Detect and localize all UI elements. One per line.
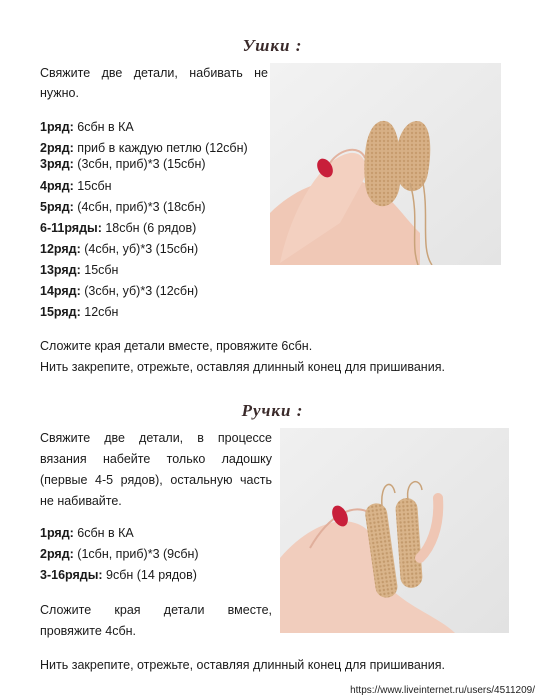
ears-row: [40, 197, 206, 217]
row-text: 15сбн: [80, 263, 119, 277]
row-text: 9сбн (14 рядов): [102, 568, 197, 582]
arms-outro-line1: Сложите края детали вместе,: [40, 603, 272, 617]
row-text: 6сбн в КА: [73, 526, 134, 540]
ears-outro-line2: Нить закрепите, отрежьте, оставляя длинный конец для пришивания.: [40, 360, 445, 374]
arms-intro-line1: Свяжите две детали, в процессе: [40, 431, 272, 445]
arms-intro-line4: не набивайте.: [40, 494, 122, 508]
ears-intro-line1: Свяжите две детали, набивать не: [40, 66, 268, 80]
row-label: 4ряд:: [40, 179, 74, 193]
row-text: (4сбн, уб)*3 (15сбн): [80, 242, 199, 256]
row-label: 13ряд:: [40, 263, 81, 277]
row-label: 15ряд:: [40, 305, 81, 319]
row-text: (3сбн, приб)*3 (15сбн): [73, 157, 206, 171]
ears-intro-line2: нужно.: [40, 86, 79, 100]
section-title-arms: Ручки :: [241, 401, 304, 420]
row-label: 12ряд:: [40, 242, 81, 256]
section-title-ears: Ушки :: [242, 36, 303, 55]
row-text: 6сбн в КА: [73, 120, 134, 134]
row-label: 5ряд:: [40, 200, 74, 214]
row-text: (4сбн, приб)*3 (18сбн): [73, 200, 206, 214]
row-label: 3-16ряды:: [40, 568, 103, 582]
row-text: (3сбн, уб)*3 (12сбн): [80, 284, 199, 298]
ears-row: [40, 154, 206, 174]
arms-photo: [280, 428, 509, 633]
ears-row: [40, 117, 134, 137]
arms-outro-line2: провяжите 4сбн.: [40, 624, 137, 638]
ears-photo-illustration: [270, 63, 501, 265]
row-label: 2ряд:: [40, 141, 74, 155]
row-label: 14ряд:: [40, 284, 81, 298]
arms-intro-line3: (первые 4-5 рядов), остальную часть: [40, 473, 272, 487]
ears-photo: [270, 63, 501, 265]
row-text: приб в каждую петлю (12сбн): [73, 141, 248, 155]
row-label: 3ряд:: [40, 157, 74, 171]
ears-row: [40, 218, 196, 238]
ears-row: [40, 176, 112, 196]
row-text: 15сбн: [73, 179, 112, 193]
ears-row: [40, 281, 198, 301]
row-label: 6-11ряды:: [40, 221, 102, 235]
arms-row: [40, 565, 197, 585]
row-label: 2ряд:: [40, 547, 74, 561]
arms-intro-line2: вязания набейте только ладошку: [40, 452, 272, 466]
row-label: 1ряд:: [40, 120, 74, 134]
ears-row: [40, 239, 198, 259]
ears-outro-line1: Сложите края детали вместе, провяжите 6сбн.: [40, 339, 313, 353]
row-text: 12сбн: [80, 305, 119, 319]
source-link[interactable]: https://www.liveinternet.ru/users/4511209/: [350, 685, 535, 696]
arms-outro-line3: Нить закрепите, отрежьте, оставляя длинный конец для пришивания.: [40, 658, 445, 672]
arms-row: [40, 544, 199, 564]
arms-row: [40, 523, 134, 543]
row-text: (1сбн, приб)*3 (9сбн): [73, 547, 199, 561]
row-text: 18сбн (6 рядов): [101, 221, 197, 235]
ears-row: [40, 260, 118, 280]
row-label: 1ряд:: [40, 526, 74, 540]
arms-photo-illustration: [280, 428, 509, 633]
ears-row: [40, 302, 118, 322]
